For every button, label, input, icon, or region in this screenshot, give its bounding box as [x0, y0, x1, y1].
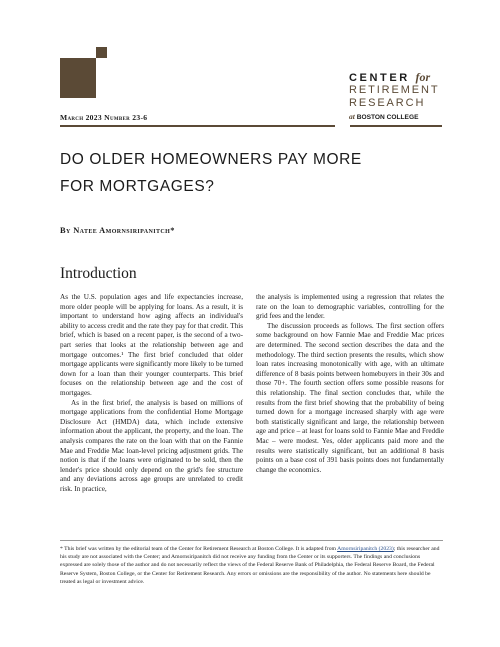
body-column-right	[256, 293, 444, 475]
paragraph: the analysis is implemented using a regression that relates the rate on the loan to demographic variables, controlling for the grid fees and the lender.	[256, 293, 444, 321]
paragraph: As the U.S. population ages and life expectancies increase, more older people will be applying for loans. As a result, it is important to understand how aging affects an individual's ability to access credit and the rate they pay for that credit. This brief, which is based on a recent paper, is the second of a two-part series that looks at the relationship between age and mortgage outcomes.¹ The first brief concluded that older mortgage applicants were significantly more likely to be turned down for a loan than their younger counterparts. This brief focuses on the relationship between age and the cost of mortgages.	[60, 293, 243, 397]
footnote-divider	[60, 540, 443, 541]
logo-line-retirement: RETIREMENT	[349, 84, 440, 96]
header-rule-right	[350, 125, 442, 127]
logo-square-small	[96, 47, 107, 58]
footnote-link[interactable]: Amornsiripanitch (2023)	[337, 546, 394, 552]
logo-square-large	[60, 58, 96, 98]
logo-line-research: RESEARCH	[349, 97, 426, 109]
logo-line-center: CENTER for	[349, 70, 431, 84]
page-title: DO OLDER HOMEOWNERS PAY MORE FOR MORTGAGES?	[60, 151, 362, 195]
footnote: * This brief was written by the editorial team of the Center for Retirement Research at Boston College. It is adapted from Amornsiripanitch (2023); this researcher and his study are not associated with the Center; and Amornsiripanitch did not receive any funding from the Center or its supporters. The findings and conclusions expressed are solely those of the author and do not necessarily reflect the views of the Federal Reserve Bank of Philadelphia, the Federal Reserve Board, the Federal Reserve System, Boston College, or the Center for Retirement Research. Any errors or omissions are the responsibility of the author. No statements here should be treated as legal or investment advice.	[60, 546, 440, 585]
author-byline: By Natee Amornsiripanitch*	[60, 226, 175, 235]
header-rule-left	[60, 125, 335, 127]
paragraph: As in the first brief, the analysis is based on millions of mortgage applications from the confidential Home Mortgage Disclosure Act (HMDA) data, which include extensive information about the applicant, the property, and the loan. The analysis compares the rate on the loan with that on the Fannie Mae and Freddie Mac loan-level pricing adjustment grids. The notion is that if the loans were originated to be sold, then the lender's price should only depend on the grid's fee structure and any deviations across age groups are unrelated to credit risk. In practice,	[60, 398, 243, 493]
paragraph: The discussion proceeds as follows. The first section offers some background on how Fannie Mae and Freddie Mac prices are determined. The second section describes the data and the methodology. The third section presents the results, which show loan rates increasing monotonically with age, with an ultimate difference of 8 basis points between homebuyers in their 30s and those 70+. The fourth section offers some possible reasons for this relationship. The final section concludes that, while the results from the first brief showing that the probability of being turned down for a mortgage increased sharply with age were both statistically significant and large, the relationship between age and price – at least for loans sold to Fannie Mae and Freddie Mac – were modest. Yes, older applicants paid more and the results were statistically significant, but an additional 8 basis points on a base cost of 391 basis points does not fundamentally change the economics.	[256, 321, 444, 474]
section-heading: Introduction	[60, 265, 137, 282]
body-column-left	[60, 293, 243, 494]
issue-line: March 2023 Number 23-6	[60, 113, 148, 122]
logo-line-college: at BOSTON COLLEGE	[349, 112, 419, 121]
